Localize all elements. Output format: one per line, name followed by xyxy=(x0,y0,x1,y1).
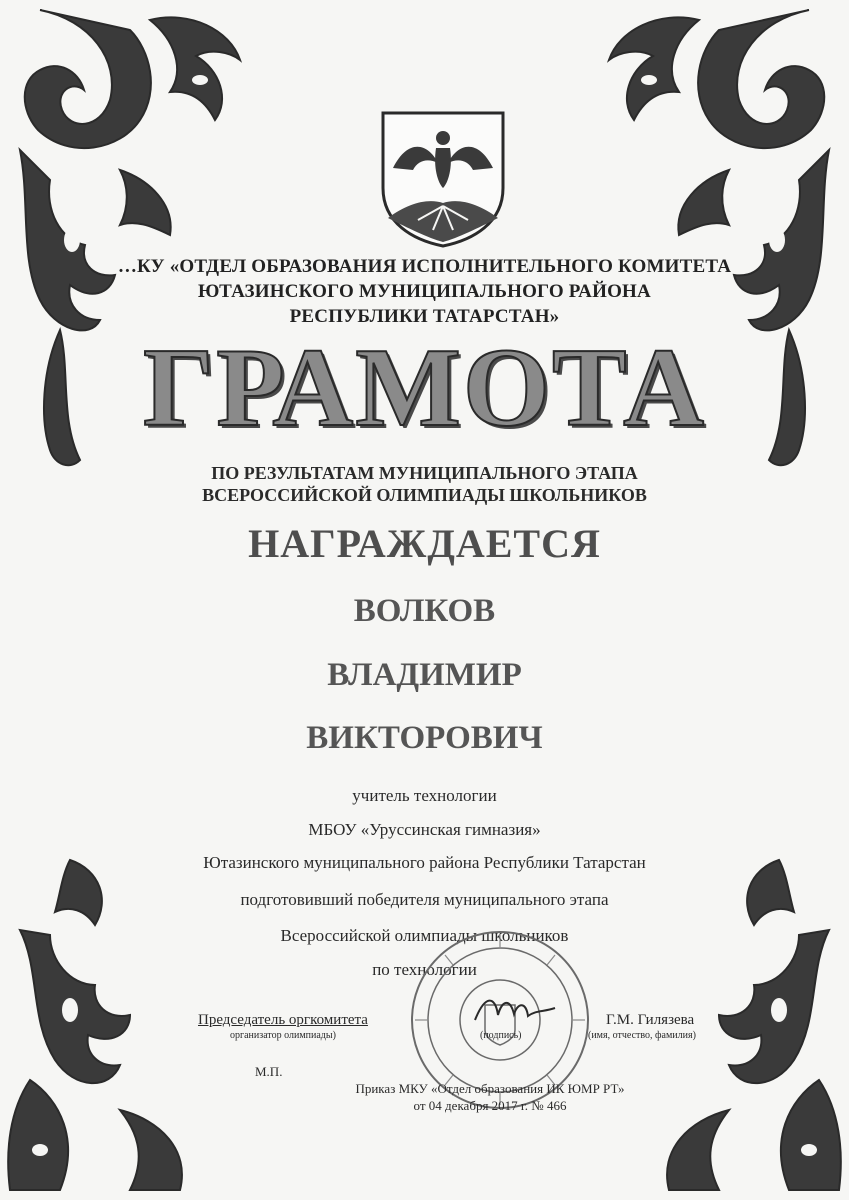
org-line-1: …КУ «ОТДЕЛ ОБРАЗОВАНИЯ ИСПОЛНИТЕЛЬНОГО КОМИТЕТА xyxy=(117,256,732,277)
description-line-2: МБОУ «Уруссинская гимназия» xyxy=(308,820,541,839)
signature-note: (подпись) xyxy=(480,1030,522,1041)
coat-of-arms-emblem xyxy=(378,108,508,253)
chairman-note: организатор олимпиады) xyxy=(230,1030,336,1041)
description-line-6: по технологии xyxy=(372,960,477,979)
subtitle-line-2: ВСЕРОССИЙСКОЙ ОЛИМПИАДЫ ШКОЛЬНИКОВ xyxy=(202,485,647,505)
signatory-note: (имя, отчество, фамилия) xyxy=(588,1030,696,1041)
org-line-3: РЕСПУБЛИКИ ТАТАРСТАН» xyxy=(289,306,560,327)
handwritten-signature xyxy=(470,990,560,1035)
recipient-first-name: ВЛАДИМИР xyxy=(327,657,522,693)
chairman-title: Председатель оргкомитета xyxy=(198,1012,368,1028)
description-line-3: Ютазинского муниципального района Республики Татарстан xyxy=(203,853,646,872)
description-line-4: подготовивший победителя муниципального этапа xyxy=(240,890,609,909)
order-reference xyxy=(320,1080,660,1114)
description-line-5: Всероссийской олимпиады школьников xyxy=(280,926,569,945)
org-line-2: ЮТАЗИНСКОГО МУНИЦИПАЛЬНОГО РАЙОНА xyxy=(198,281,651,302)
recipient-patronymic: ВИКТОРОВИЧ xyxy=(306,720,543,756)
recipient-surname: ВОЛКОВ xyxy=(353,593,496,629)
order-line-1: Приказ МКУ «Отдел образования ИК ЮМР РТ» xyxy=(355,1081,625,1096)
stamp-place-label: М.П. xyxy=(255,1064,283,1079)
awarded-label: НАГРАЖДАЕТСЯ xyxy=(248,521,601,566)
certificate-subtitle xyxy=(100,462,749,506)
subtitle-line-1: ПО РЕЗУЛЬТАТАМ МУНИЦИПАЛЬНОГО ЭТАПА xyxy=(211,463,638,483)
issuing-organization xyxy=(100,254,749,329)
certificate-title: ГРАМОТА xyxy=(142,326,707,450)
order-line-2: от 04 декабря 2017 г. № 466 xyxy=(413,1098,567,1113)
signatory-name: Г.М. Гилязева xyxy=(606,1012,695,1028)
description-line-1: учитель технологии xyxy=(352,786,497,805)
